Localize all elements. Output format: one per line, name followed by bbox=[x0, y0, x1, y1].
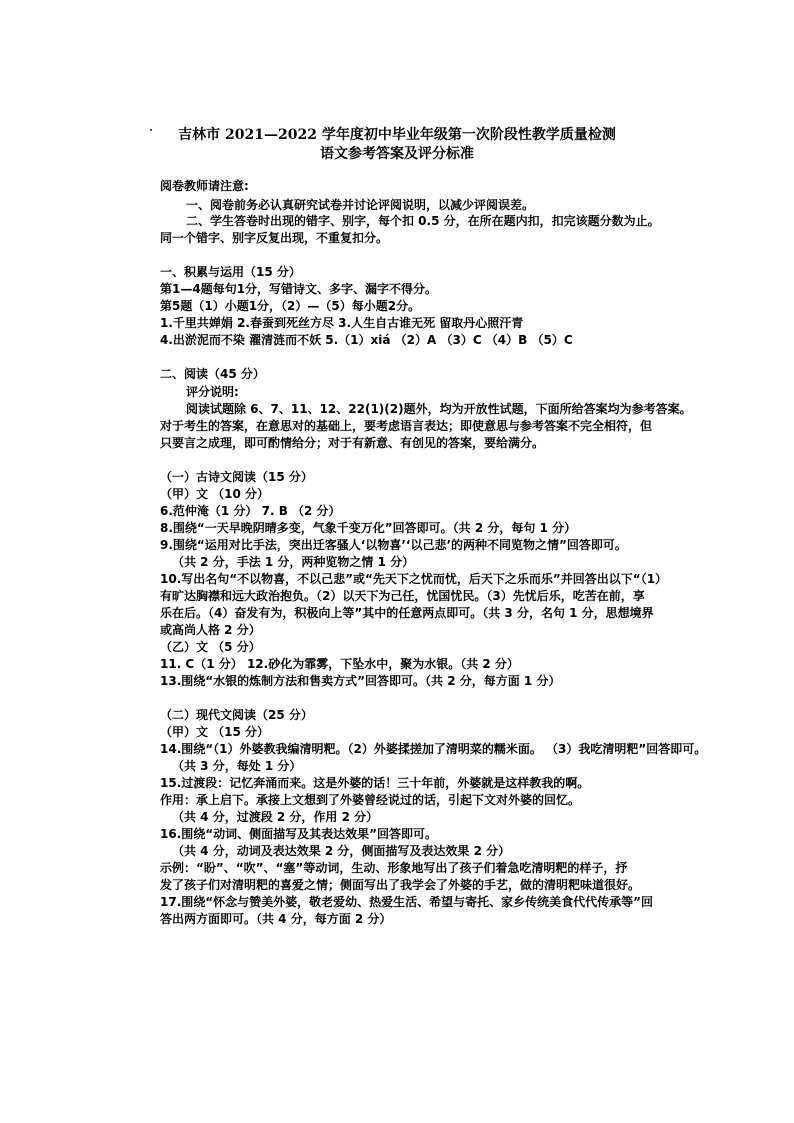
part1-heading: 一、积累与运用（15 分） bbox=[160, 265, 301, 279]
document-subtitle: 语文参考答案及评分标准 bbox=[320, 146, 474, 162]
answer-q14-score: （共 3 分，每处 1 分） bbox=[172, 759, 302, 773]
answer-q15-transition: 15.过渡段：记忆奔涌而来。这是外婆的话！三十年前，外婆就是这样教我的啊。 bbox=[160, 776, 590, 790]
answer-q10-line3: 乐在后。（4）奋发有为，积极向上等”其中的任意两点即可。（共 3 分，名句 1 分，思想境界 bbox=[160, 606, 654, 620]
part1-answers-2: 4.出淤泥而不染 濯清涟而不妖 5.（1）xiá （2）A （3）C （4）B （5）C bbox=[160, 333, 573, 347]
answer-q15-score: （共 4 分，过渡段 2 分，作用 2 分） bbox=[172, 810, 379, 824]
part2-note-1: 阅读试题除 6、7、11、12、22(1)(2)题外，均为开放性试题，下面所给答案均为参考答案。 bbox=[186, 402, 692, 416]
answer-q16-example-1: 示例：“盼”、“吹”、“塞”等动词，生动、形象地写出了孩子们着急吃清明粑的样子，抒 bbox=[160, 861, 628, 875]
sec2-jia-heading: （甲）文 （15 分） bbox=[160, 725, 270, 739]
answer-q9: 9.围绕“运用对比手法，突出迁客骚人‘以物喜’‘以己悲’的两种不同览物之情”回答即可。 bbox=[160, 538, 627, 552]
notice-item-2-cont: 同一个错字、别字反复出现，不重复扣分。 bbox=[160, 231, 389, 245]
answer-q16-example-2: 发了孩子们对清明粑的喜爱之情；侧面写出了我学会了外婆的手艺，做的清明粑味道很好。 bbox=[160, 878, 641, 892]
answer-q6-q7: 6.范仲淹（1 分） 7. B （2 分） bbox=[160, 504, 341, 518]
part1-rule-2: 第5题（1）小题1分，（2）—（5）每小题2分。 bbox=[160, 299, 421, 313]
answer-q17-line2: 答出两方面即可。（共 4 分，每方面 2 分） bbox=[160, 912, 392, 926]
part1-rule-1: 第1—4题每句1分，写错诗文、多字、漏字不得分。 bbox=[160, 282, 438, 296]
part2-note-2: 对于考生的答案，在意思对的基础上，要考虑语言表达；即使意思与参考答案不完全相符，但 bbox=[160, 419, 653, 433]
document-title: 吉林市 2021—2022 学年度初中毕业年级第一次阶段性教学质量检测 bbox=[178, 127, 616, 143]
answer-q17-line1: 17.围绕“怀念与赞美外婆，敬老爱幼、热爱生活、希望与寄托、家乡传统美食代代传承等”回 bbox=[160, 895, 654, 909]
answer-q16-score: （共 4 分，动词及表达效果 2 分，侧面描写及表达效果 2 分） bbox=[172, 844, 511, 858]
answer-q15-function: 作用：承上启下。承接上文想到了外婆曾经说过的话，引起下文对外婆的回忆。 bbox=[160, 793, 581, 807]
answer-q10-line4: 或高尚人格 2 分） bbox=[160, 623, 261, 637]
answer-q9-score: （共 2 分，手法 1 分，两种览物之情 1 分） bbox=[172, 555, 415, 569]
answer-q10-line1: 10.写出名句“不以物喜，不以己悲”或“先天下之忧而忧，后天下之乐而乐”并回答出以下“（1） bbox=[160, 572, 668, 586]
part1-answers-1: 1.千里共婵娟 2.春蚕到死丝方尽 3.人生自古谁无死 留取丹心照汗青 bbox=[160, 316, 524, 330]
notice-heading: 阅卷教师请注意: bbox=[160, 179, 249, 193]
notice-item-2: 二、学生答卷时出现的错字、别字，每个扣 0.5 分，在所在题内扣，扣完该题分数为止。 bbox=[186, 214, 660, 228]
notice-item-1: 一、阅卷前务必认真研究试卷并讨论评阅说明，以减少评阅误差。 bbox=[186, 198, 535, 212]
sec1-jia-heading: （甲）文 （10 分） bbox=[160, 487, 270, 501]
answer-q8: 8.围绕“一天早晚阴晴多变，气象千变万化”回答即可。（共 2 分，每句 1 分） bbox=[160, 521, 577, 535]
answer-q14: 14.围绕“（1）外婆教我编清明粑。（2）外婆揉搓加了清明菜的糯米面。 （3）我吃清明粑”回答即可。 bbox=[160, 742, 707, 756]
sec1-yi-heading: （乙）文 （5 分） bbox=[160, 640, 261, 654]
sec1-heading: （一）古诗文阅读（15 分） bbox=[160, 470, 313, 484]
answer-q11-q12: 11. C（1 分） 12.砂化为霏雾，下坠水中，聚为水银。（共 2 分） bbox=[160, 657, 519, 671]
part2-note-3: 只要言之成理，即可酌情给分；对于有新意、有创见的答案，要给满分。 bbox=[160, 436, 545, 450]
answer-q10-line2: 有旷达胸襟和远大政治抱负。（2）以天下为己任，忧国忧民。（3）先忧后乐，吃苦在前，享 bbox=[160, 589, 645, 603]
part2-note-label: 评分说明: bbox=[186, 385, 239, 399]
answer-q13: 13.围绕“水银的炼制方法和售卖方式”回答即可。（共 2 分，每方面 1 分） bbox=[160, 674, 561, 688]
sec2-heading: （二）现代文阅读（25 分） bbox=[160, 708, 313, 722]
answer-q16: 16.围绕“动词、侧面描写及其表达效果”回答即可。 bbox=[160, 827, 438, 841]
part2-heading: 二、阅读（45 分） bbox=[160, 367, 265, 381]
